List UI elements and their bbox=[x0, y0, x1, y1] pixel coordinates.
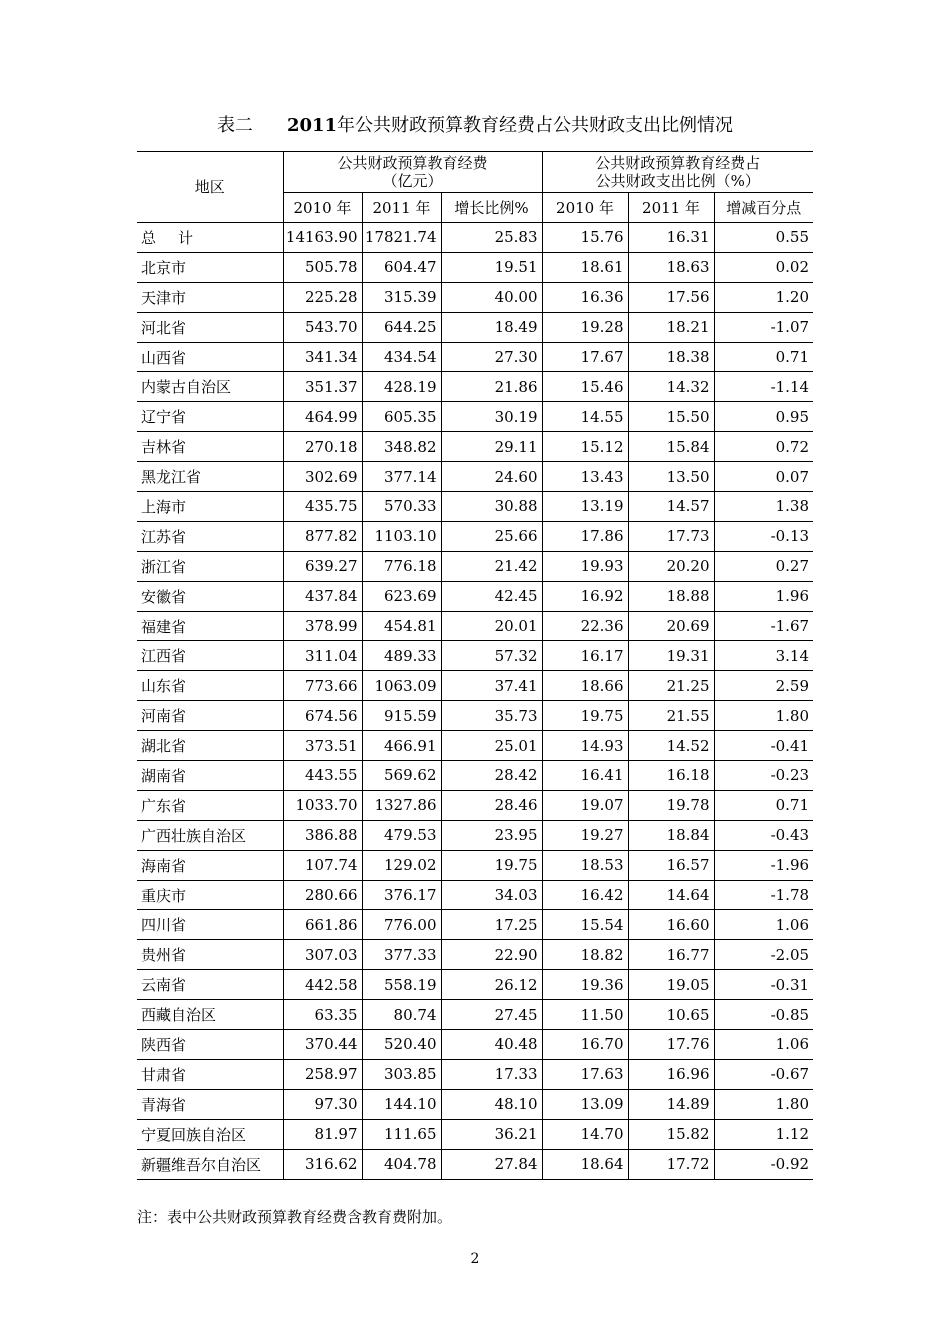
value-cell: 17.73 bbox=[628, 521, 714, 551]
value-cell: 520.40 bbox=[362, 1030, 441, 1060]
value-cell: -1.14 bbox=[714, 372, 813, 402]
value-cell: 489.33 bbox=[362, 641, 441, 671]
region-cell: 西藏自治区 bbox=[137, 1000, 283, 1030]
value-cell: 18.88 bbox=[628, 581, 714, 611]
table-row bbox=[137, 581, 813, 611]
value-cell: 48.10 bbox=[441, 1089, 542, 1119]
header-sub-2011-ratio: 2011 年 bbox=[628, 193, 714, 223]
region-cell: 河北省 bbox=[137, 312, 283, 342]
value-cell: 376.17 bbox=[362, 880, 441, 910]
table-row bbox=[137, 432, 813, 462]
value-cell: 351.37 bbox=[283, 372, 362, 402]
value-cell: 644.25 bbox=[362, 312, 441, 342]
value-cell: 377.33 bbox=[362, 940, 441, 970]
value-cell: 1.06 bbox=[714, 910, 813, 940]
value-cell: 437.84 bbox=[283, 581, 362, 611]
value-cell: 18.38 bbox=[628, 342, 714, 372]
table-row bbox=[137, 372, 813, 402]
value-cell: 1.80 bbox=[714, 1089, 813, 1119]
value-cell: 16.96 bbox=[628, 1059, 714, 1089]
value-cell: 16.57 bbox=[628, 850, 714, 880]
value-cell: 40.48 bbox=[441, 1030, 542, 1060]
region-cell: 宁夏回族自治区 bbox=[137, 1119, 283, 1149]
value-cell: 18.21 bbox=[628, 312, 714, 342]
value-cell: 280.66 bbox=[283, 880, 362, 910]
table-row bbox=[137, 790, 813, 820]
table-body bbox=[137, 223, 813, 1180]
value-cell: 18.61 bbox=[542, 252, 628, 282]
table-row bbox=[137, 521, 813, 551]
value-cell: 111.65 bbox=[362, 1119, 441, 1149]
region-cell: 河南省 bbox=[137, 701, 283, 731]
value-cell: 16.60 bbox=[628, 910, 714, 940]
region-cell: 云南省 bbox=[137, 970, 283, 1000]
value-cell: 14.55 bbox=[542, 402, 628, 432]
region-cell: 重庆市 bbox=[137, 880, 283, 910]
header-group-ratio-line1: 公共财政预算教育经费占 bbox=[595, 154, 761, 172]
value-cell: 19.27 bbox=[542, 820, 628, 850]
value-cell: 36.21 bbox=[441, 1119, 542, 1149]
table-row bbox=[137, 641, 813, 671]
region-cell: 甘肃省 bbox=[137, 1059, 283, 1089]
value-cell: 81.97 bbox=[283, 1119, 362, 1149]
region-cell: 浙江省 bbox=[137, 551, 283, 581]
region-cell: 湖北省 bbox=[137, 731, 283, 761]
value-cell: 17.86 bbox=[542, 521, 628, 551]
value-cell: 28.42 bbox=[441, 761, 542, 791]
value-cell: 16.17 bbox=[542, 641, 628, 671]
value-cell: 129.02 bbox=[362, 850, 441, 880]
value-cell: 18.49 bbox=[441, 312, 542, 342]
value-cell: 37.41 bbox=[441, 671, 542, 701]
region-cell: 江西省 bbox=[137, 641, 283, 671]
value-cell: 16.70 bbox=[542, 1030, 628, 1060]
value-cell: 639.27 bbox=[283, 551, 362, 581]
value-cell: 18.84 bbox=[628, 820, 714, 850]
region-cell: 吉林省 bbox=[137, 432, 283, 462]
table-title-text: 年公共财政预算教育经费占公共财政支出比例情况 bbox=[337, 115, 734, 136]
region-cell: 贵州省 bbox=[137, 940, 283, 970]
table-row bbox=[137, 1149, 813, 1179]
value-cell: 225.28 bbox=[283, 282, 362, 312]
value-cell: 370.44 bbox=[283, 1030, 362, 1060]
table-row bbox=[137, 701, 813, 731]
value-cell: 443.55 bbox=[283, 761, 362, 791]
value-cell: 10.65 bbox=[628, 1000, 714, 1030]
value-cell: 22.90 bbox=[441, 940, 542, 970]
value-cell: 3.14 bbox=[714, 641, 813, 671]
value-cell: 19.78 bbox=[628, 790, 714, 820]
value-cell: 30.88 bbox=[441, 492, 542, 522]
value-cell: 1.06 bbox=[714, 1030, 813, 1060]
value-cell: 14.52 bbox=[628, 731, 714, 761]
table-row bbox=[137, 880, 813, 910]
value-cell: 605.35 bbox=[362, 402, 441, 432]
value-cell: 0.07 bbox=[714, 462, 813, 492]
value-cell: 15.84 bbox=[628, 432, 714, 462]
value-cell: -0.13 bbox=[714, 521, 813, 551]
table-row bbox=[137, 223, 813, 253]
value-cell: 15.12 bbox=[542, 432, 628, 462]
value-cell: 15.76 bbox=[542, 223, 628, 253]
value-cell: 303.85 bbox=[362, 1059, 441, 1089]
region-cell: 广东省 bbox=[137, 790, 283, 820]
value-cell: 21.86 bbox=[441, 372, 542, 402]
value-cell: -0.92 bbox=[714, 1149, 813, 1179]
value-cell: -0.43 bbox=[714, 820, 813, 850]
value-cell: 40.00 bbox=[441, 282, 542, 312]
value-cell: 311.04 bbox=[283, 641, 362, 671]
value-cell: 661.86 bbox=[283, 910, 362, 940]
value-cell: 28.46 bbox=[441, 790, 542, 820]
region-cell: 湖南省 bbox=[137, 761, 283, 791]
value-cell: 0.95 bbox=[714, 402, 813, 432]
table-row bbox=[137, 1119, 813, 1149]
region-cell: 海南省 bbox=[137, 850, 283, 880]
value-cell: 454.81 bbox=[362, 611, 441, 641]
table-title bbox=[0, 113, 950, 139]
header-sub-2010-ratio: 2010 年 bbox=[542, 193, 628, 223]
value-cell: 18.64 bbox=[542, 1149, 628, 1179]
value-cell: 19.51 bbox=[441, 252, 542, 282]
value-cell: 16.36 bbox=[542, 282, 628, 312]
table-title-prefix: 表二 bbox=[216, 115, 253, 136]
value-cell: 107.74 bbox=[283, 850, 362, 880]
value-cell: 558.19 bbox=[362, 970, 441, 1000]
value-cell: 270.18 bbox=[283, 432, 362, 462]
region-cell: 上海市 bbox=[137, 492, 283, 522]
value-cell: 27.45 bbox=[441, 1000, 542, 1030]
table-row bbox=[137, 1030, 813, 1060]
value-cell: 1.96 bbox=[714, 581, 813, 611]
value-cell: 466.91 bbox=[362, 731, 441, 761]
value-cell: 17.72 bbox=[628, 1149, 714, 1179]
header-group-ratio bbox=[542, 152, 813, 193]
value-cell: 877.82 bbox=[283, 521, 362, 551]
value-cell: 434.54 bbox=[362, 342, 441, 372]
value-cell: 0.55 bbox=[714, 223, 813, 253]
value-cell: 42.45 bbox=[441, 581, 542, 611]
table-row bbox=[137, 282, 813, 312]
value-cell: 16.41 bbox=[542, 761, 628, 791]
value-cell: -1.96 bbox=[714, 850, 813, 880]
value-cell: 14.93 bbox=[542, 731, 628, 761]
value-cell: 19.05 bbox=[628, 970, 714, 1000]
value-cell: 20.69 bbox=[628, 611, 714, 641]
value-cell: 16.92 bbox=[542, 581, 628, 611]
value-cell: 13.43 bbox=[542, 462, 628, 492]
value-cell: 22.36 bbox=[542, 611, 628, 641]
region-cell: 广西壮族自治区 bbox=[137, 820, 283, 850]
value-cell: 57.32 bbox=[441, 641, 542, 671]
table-row bbox=[137, 1000, 813, 1030]
value-cell: 0.27 bbox=[714, 551, 813, 581]
table-row bbox=[137, 731, 813, 761]
header-sub-2010-expenditure: 2010 年 bbox=[283, 193, 362, 223]
value-cell: 11.50 bbox=[542, 1000, 628, 1030]
page-number: 2 bbox=[470, 1251, 480, 1267]
table-row bbox=[137, 940, 813, 970]
value-cell: 543.70 bbox=[283, 312, 362, 342]
region-cell: 青海省 bbox=[137, 1089, 283, 1119]
region-cell: 新疆维吾尔自治区 bbox=[137, 1149, 283, 1179]
value-cell: -0.85 bbox=[714, 1000, 813, 1030]
value-cell: 29.11 bbox=[441, 432, 542, 462]
value-cell: 13.19 bbox=[542, 492, 628, 522]
header-group-expenditure-line2: （亿元） bbox=[382, 172, 443, 190]
value-cell: 17.76 bbox=[628, 1030, 714, 1060]
header-group-expenditure bbox=[283, 152, 542, 193]
value-cell: 1.38 bbox=[714, 492, 813, 522]
region-cell: 山西省 bbox=[137, 342, 283, 372]
value-cell: 464.99 bbox=[283, 402, 362, 432]
value-cell: 915.59 bbox=[362, 701, 441, 731]
value-cell: 14.64 bbox=[628, 880, 714, 910]
value-cell: 17.63 bbox=[542, 1059, 628, 1089]
value-cell: 0.02 bbox=[714, 252, 813, 282]
table-row bbox=[137, 611, 813, 641]
value-cell: 373.51 bbox=[283, 731, 362, 761]
region-cell: 江苏省 bbox=[137, 521, 283, 551]
value-cell: 27.30 bbox=[441, 342, 542, 372]
value-cell: 315.39 bbox=[362, 282, 441, 312]
value-cell: 97.30 bbox=[283, 1089, 362, 1119]
value-cell: 19.31 bbox=[628, 641, 714, 671]
table-row bbox=[137, 970, 813, 1000]
value-cell: 17821.74 bbox=[362, 223, 441, 253]
value-cell: 14163.90 bbox=[283, 223, 362, 253]
region-cell: 安徽省 bbox=[137, 581, 283, 611]
value-cell: 17.67 bbox=[542, 342, 628, 372]
value-cell: 16.18 bbox=[628, 761, 714, 791]
value-cell: 378.99 bbox=[283, 611, 362, 641]
value-cell: -1.07 bbox=[714, 312, 813, 342]
value-cell: 15.46 bbox=[542, 372, 628, 402]
value-cell: 19.75 bbox=[542, 701, 628, 731]
value-cell: 16.77 bbox=[628, 940, 714, 970]
value-cell: 302.69 bbox=[283, 462, 362, 492]
header-group-ratio-line2: 公共财政支出比例（%） bbox=[595, 172, 760, 190]
value-cell: 442.58 bbox=[283, 970, 362, 1000]
header-region: 地区 bbox=[137, 152, 283, 223]
education-expenditure-table bbox=[137, 151, 813, 1180]
value-cell: 435.75 bbox=[283, 492, 362, 522]
value-cell: 2.59 bbox=[714, 671, 813, 701]
value-cell: 17.33 bbox=[441, 1059, 542, 1089]
value-cell: 63.35 bbox=[283, 1000, 362, 1030]
value-cell: 14.70 bbox=[542, 1119, 628, 1149]
value-cell: -0.67 bbox=[714, 1059, 813, 1089]
table-row bbox=[137, 252, 813, 282]
value-cell: 776.00 bbox=[362, 910, 441, 940]
value-cell: 348.82 bbox=[362, 432, 441, 462]
value-cell: 1103.10 bbox=[362, 521, 441, 551]
header-group-expenditure-line1: 公共财政预算教育经费 bbox=[337, 154, 488, 172]
value-cell: 316.62 bbox=[283, 1149, 362, 1179]
value-cell: 30.19 bbox=[441, 402, 542, 432]
value-cell: 23.95 bbox=[441, 820, 542, 850]
value-cell: 34.03 bbox=[441, 880, 542, 910]
value-cell: 1327.86 bbox=[362, 790, 441, 820]
value-cell: 1063.09 bbox=[362, 671, 441, 701]
table-note: 注：表中公共财政预算教育经费含教育费附加。 bbox=[137, 1208, 453, 1226]
region-cell: 内蒙古自治区 bbox=[137, 372, 283, 402]
value-cell: 144.10 bbox=[362, 1089, 441, 1119]
value-cell: 0.71 bbox=[714, 790, 813, 820]
value-cell: -2.05 bbox=[714, 940, 813, 970]
value-cell: 16.31 bbox=[628, 223, 714, 253]
header-sub-change: 增减百分点 bbox=[714, 193, 813, 223]
value-cell: 21.25 bbox=[628, 671, 714, 701]
value-cell: 19.07 bbox=[542, 790, 628, 820]
value-cell: 18.53 bbox=[542, 850, 628, 880]
value-cell: 258.97 bbox=[283, 1059, 362, 1089]
value-cell: 17.25 bbox=[441, 910, 542, 940]
table-title-year: 2011 bbox=[286, 115, 338, 136]
region-cell: 辽宁省 bbox=[137, 402, 283, 432]
value-cell: 505.78 bbox=[283, 252, 362, 282]
region-cell: 陕西省 bbox=[137, 1030, 283, 1060]
value-cell: 428.19 bbox=[362, 372, 441, 402]
value-cell: 35.73 bbox=[441, 701, 542, 731]
value-cell: 25.83 bbox=[441, 223, 542, 253]
value-cell: 18.82 bbox=[542, 940, 628, 970]
table-row bbox=[137, 1089, 813, 1119]
table-row bbox=[137, 850, 813, 880]
value-cell: 20.20 bbox=[628, 551, 714, 581]
value-cell: 21.55 bbox=[628, 701, 714, 731]
table-row bbox=[137, 342, 813, 372]
value-cell: -0.23 bbox=[714, 761, 813, 791]
value-cell: 14.32 bbox=[628, 372, 714, 402]
table-row bbox=[137, 910, 813, 940]
value-cell: 15.82 bbox=[628, 1119, 714, 1149]
value-cell: 27.84 bbox=[441, 1149, 542, 1179]
table-row bbox=[137, 761, 813, 791]
table-row bbox=[137, 402, 813, 432]
value-cell: 1.80 bbox=[714, 701, 813, 731]
value-cell: -1.67 bbox=[714, 611, 813, 641]
value-cell: 404.78 bbox=[362, 1149, 441, 1179]
table-row bbox=[137, 551, 813, 581]
value-cell: -0.41 bbox=[714, 731, 813, 761]
value-cell: 13.50 bbox=[628, 462, 714, 492]
table-row bbox=[137, 1059, 813, 1089]
header-sub-2011-expenditure: 2011 年 bbox=[362, 193, 441, 223]
region-cell: 黑龙江省 bbox=[137, 462, 283, 492]
value-cell: 341.34 bbox=[283, 342, 362, 372]
value-cell: 1.12 bbox=[714, 1119, 813, 1149]
region-cell: 福建省 bbox=[137, 611, 283, 641]
value-cell: 25.66 bbox=[441, 521, 542, 551]
value-cell: 604.47 bbox=[362, 252, 441, 282]
value-cell: 25.01 bbox=[441, 731, 542, 761]
value-cell: 19.93 bbox=[542, 551, 628, 581]
value-cell: 19.75 bbox=[441, 850, 542, 880]
value-cell: 19.36 bbox=[542, 970, 628, 1000]
value-cell: 0.72 bbox=[714, 432, 813, 462]
value-cell: 569.62 bbox=[362, 761, 441, 791]
value-cell: 386.88 bbox=[283, 820, 362, 850]
value-cell: 26.12 bbox=[441, 970, 542, 1000]
table-row bbox=[137, 312, 813, 342]
value-cell: 773.66 bbox=[283, 671, 362, 701]
value-cell: 1033.70 bbox=[283, 790, 362, 820]
value-cell: 13.09 bbox=[542, 1089, 628, 1119]
table-row bbox=[137, 671, 813, 701]
region-cell: 四川省 bbox=[137, 910, 283, 940]
value-cell: 14.89 bbox=[628, 1089, 714, 1119]
value-cell: 19.28 bbox=[542, 312, 628, 342]
value-cell: 18.63 bbox=[628, 252, 714, 282]
value-cell: 80.74 bbox=[362, 1000, 441, 1030]
value-cell: 479.53 bbox=[362, 820, 441, 850]
value-cell: -1.78 bbox=[714, 880, 813, 910]
value-cell: 674.56 bbox=[283, 701, 362, 731]
value-cell: 377.14 bbox=[362, 462, 441, 492]
value-cell: -0.31 bbox=[714, 970, 813, 1000]
header-sub-growth: 增长比例% bbox=[441, 193, 542, 223]
value-cell: 18.66 bbox=[542, 671, 628, 701]
value-cell: 15.50 bbox=[628, 402, 714, 432]
value-cell: 776.18 bbox=[362, 551, 441, 581]
value-cell: 1.20 bbox=[714, 282, 813, 312]
table-row bbox=[137, 492, 813, 522]
region-cell: 北京市 bbox=[137, 252, 283, 282]
value-cell: 24.60 bbox=[441, 462, 542, 492]
value-cell: 21.42 bbox=[441, 551, 542, 581]
region-cell: 山东省 bbox=[137, 671, 283, 701]
value-cell: 16.42 bbox=[542, 880, 628, 910]
region-cell: 总计 bbox=[137, 223, 283, 253]
table-row bbox=[137, 820, 813, 850]
value-cell: 307.03 bbox=[283, 940, 362, 970]
table-row bbox=[137, 462, 813, 492]
value-cell: 570.33 bbox=[362, 492, 441, 522]
value-cell: 20.01 bbox=[441, 611, 542, 641]
region-cell: 天津市 bbox=[137, 282, 283, 312]
value-cell: 14.57 bbox=[628, 492, 714, 522]
value-cell: 0.71 bbox=[714, 342, 813, 372]
value-cell: 17.56 bbox=[628, 282, 714, 312]
value-cell: 15.54 bbox=[542, 910, 628, 940]
value-cell: 623.69 bbox=[362, 581, 441, 611]
